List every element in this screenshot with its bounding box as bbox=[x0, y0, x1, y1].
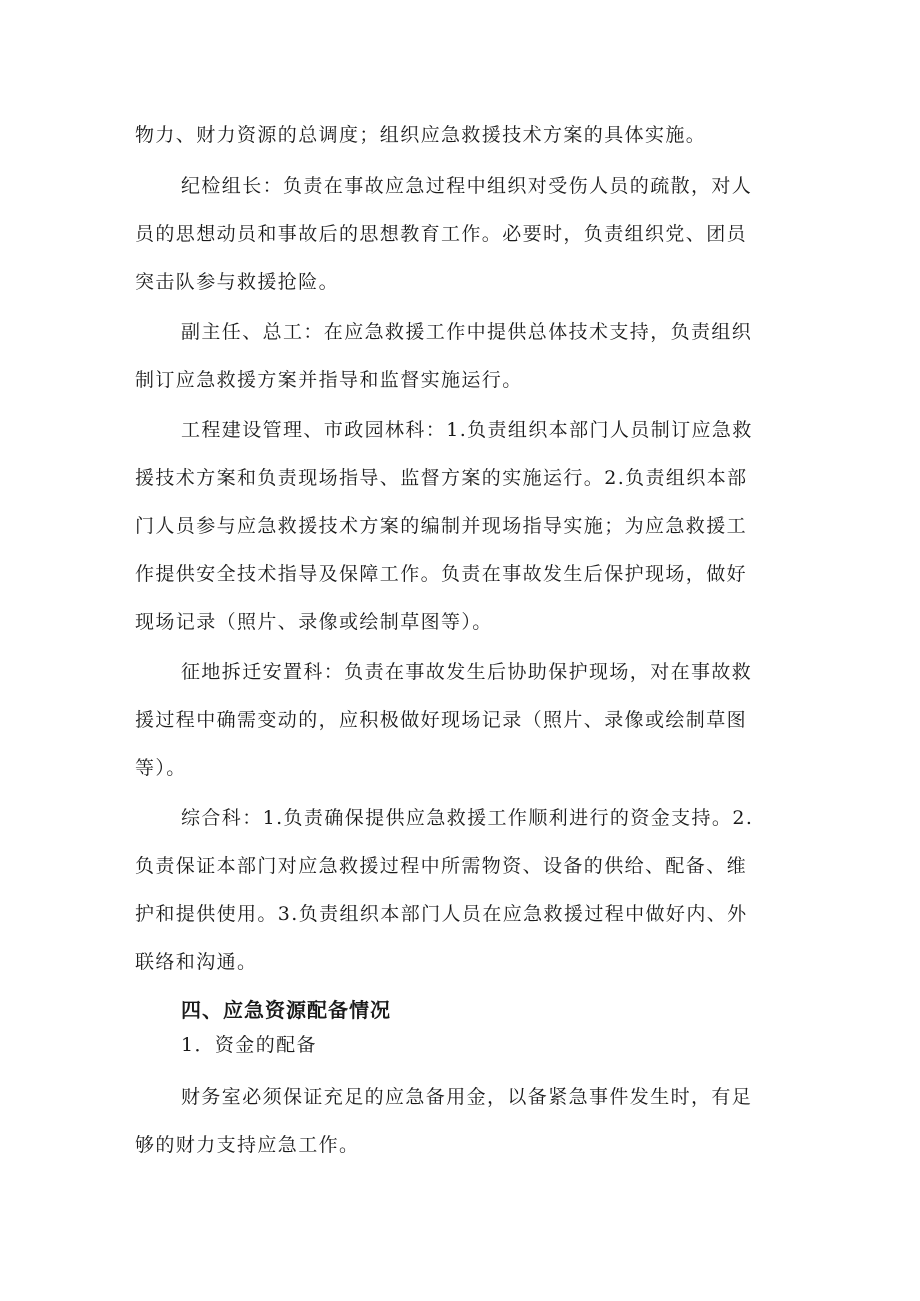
paragraph-line: 征地拆迁安置科：负责在事故发生后协助保护现场，对在事故救 bbox=[181, 661, 753, 683]
paragraph-line: 工程建设管理、市政园林科：1.负责组织本部门人员制订应急救 bbox=[181, 419, 753, 441]
paragraph-line: 副主任、总工：在应急救援工作中提供总体技术支持，负责组织 bbox=[181, 321, 753, 343]
paragraph-line: 纪检组长：负责在事故应急过程中组织对受伤人员的疏散，对人 bbox=[181, 175, 753, 197]
paragraph-line: 现场记录（照片、录像或绘制草图等）。 bbox=[135, 611, 493, 633]
paragraph-line: 援技术方案和负责现场指导、监督方案的实施运行。2.负责组织本部 bbox=[135, 467, 748, 489]
paragraph-line: 援过程中确需变动的，应积极做好现场记录（照片、录像或绘制草图 bbox=[135, 709, 748, 731]
paragraph-line: 综合科：1.负责确保提供应急救援工作顺利进行的资金支持。2. bbox=[181, 807, 754, 829]
paragraph-line: 作提供安全技术指导及保障工作。负责在事故发生后保护现场，做好 bbox=[135, 563, 748, 585]
paragraph-line: 等）。 bbox=[135, 757, 187, 779]
paragraph-line: 够的财力支持应急工作。 bbox=[135, 1134, 360, 1156]
section-heading: 四、应急资源配备情况 bbox=[181, 998, 391, 1022]
paragraph-line: 突击队参与救援抢险。 bbox=[135, 271, 340, 293]
paragraph-line: 护和提供使用。3.负责组织本部门人员在应急救援过程中做好内、外 bbox=[135, 903, 748, 925]
paragraph-line: 门人员参与应急救援技术方案的编制并现场指导实施；为应急救援工 bbox=[135, 515, 748, 537]
section-subheading: 1．资金的配备 bbox=[181, 1034, 317, 1056]
paragraph-line: 财务室必须保证充足的应急备用金，以备紧急事件发生时，有足 bbox=[181, 1086, 753, 1108]
paragraph-line: 联络和沟通。 bbox=[135, 951, 258, 973]
paragraph-line: 员的思想动员和事故后的思想教育工作。必要时，负责组织党、团员 bbox=[135, 223, 748, 245]
paragraph-line: 物力、财力资源的总调度；组织应急救援技术方案的具体实施。 bbox=[135, 124, 707, 146]
paragraph-line: 负责保证本部门对应急救援过程中所需物资、设备的供给、配备、维 bbox=[135, 855, 748, 877]
paragraph-line: 制订应急救援方案并指导和监督实施运行。 bbox=[135, 369, 523, 391]
